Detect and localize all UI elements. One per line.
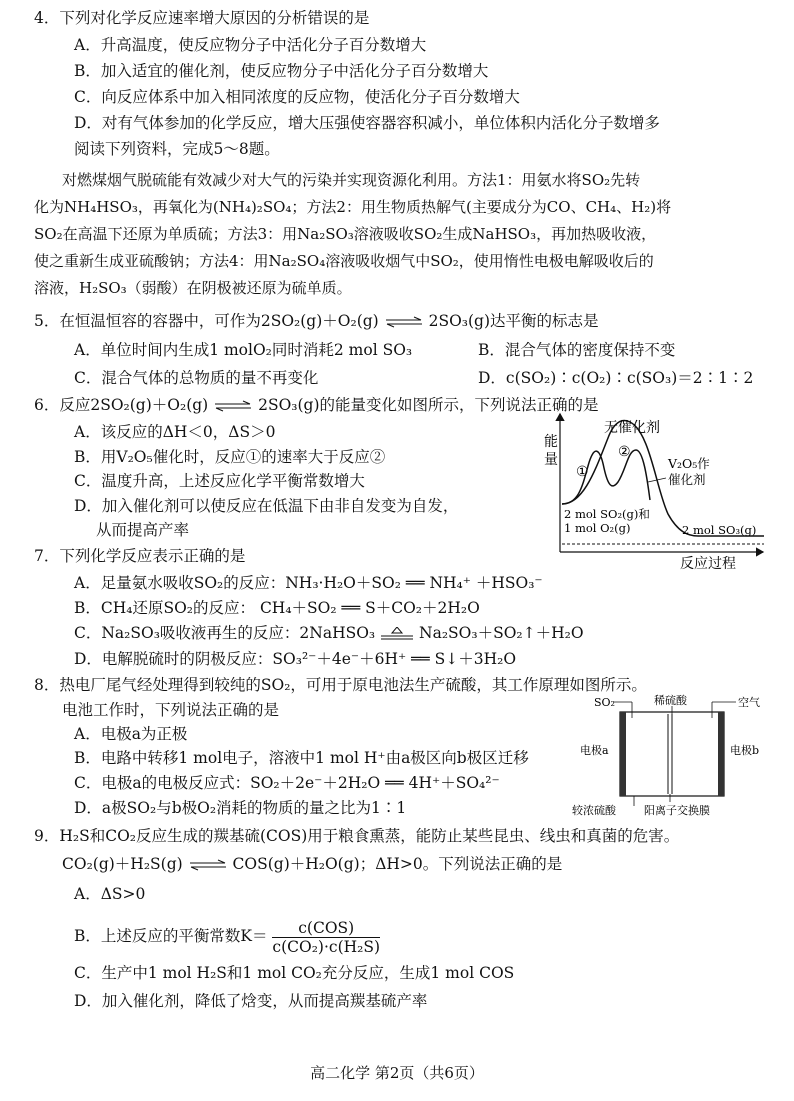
q9-option-c: C．生产中1 mol H₂S和1 mol CO₂充分反应，生成1 mol COS bbox=[74, 964, 515, 982]
reading-line-3: SO₂在高温下还原为单质硫；方法3：用Na₂SO₃溶液吸收SO₂生成NaHSO₃，再加热吸收液， bbox=[34, 225, 657, 243]
q8-stem-line-1: 8．热电厂尾气经处理得到较纯的SO₂，可用于原电池法生产硫酸，其工作原理如图所示。 bbox=[34, 676, 647, 694]
q7-option-d: D．电解脱硫时的阴极反应：SO₃²⁻＋4e⁻＋6H⁺ ══ S↓＋3H₂O bbox=[74, 650, 517, 668]
label-catalyst-1: V₂O₅作 bbox=[668, 456, 710, 471]
label-concentrated-acid: 较浓硫酸 bbox=[572, 804, 616, 817]
reading-line-4: 使之重新生成亚硫酸钠；方法4：用Na₂SO₄溶液吸收烟气中SO₂，使用惰性电极电解吸收后的 bbox=[34, 252, 654, 270]
equilibrium-arrow-icon bbox=[213, 400, 253, 412]
q4-option-d: D．对有气体参加的化学反应，增大压强使容器容积减小，单位体积内活化分子数增多 bbox=[74, 114, 660, 132]
label-air: 空气 bbox=[738, 696, 760, 709]
q6-stem-right: 2SO₃(g)的能量变化如图所示，下列说法正确的是 bbox=[258, 396, 599, 414]
label-reactants-2: 1 mol O₂(g) bbox=[564, 521, 631, 535]
q7-stem: 7．下列化学反应表示正确的是 bbox=[34, 547, 246, 565]
q4-option-a: A．升高温度，使反应物分子中活化分子百分数增大 bbox=[74, 36, 427, 54]
q9-stem-line-2 bbox=[62, 854, 562, 874]
electrode-b-plate bbox=[718, 712, 724, 796]
equilibrium-arrow-icon bbox=[188, 859, 228, 871]
reading-intro: 阅读下列资料，完成5～8题。 bbox=[74, 140, 280, 158]
q4-option-c: C．向反应体系中加入相同浓度的反应物，使活化分子百分数增大 bbox=[74, 88, 520, 106]
label-step-2: ② bbox=[618, 444, 631, 460]
q6-option-a: A．该反应的ΔH＜0，ΔS＞0 bbox=[74, 423, 276, 441]
q9-option-a: A．ΔS>0 bbox=[74, 885, 146, 903]
equilibrium-constant-fraction bbox=[272, 919, 380, 956]
q5-stem-left: 5．在恒温恒容的容器中，可作为2SO₂(g)＋O₂(g) bbox=[34, 312, 379, 330]
reading-line-2: 化为NH₄HSO₃，再氧化为(NH₄)₂SO₄；方法2：用生物质热解气(主要成分为CO、CH₄、H₂)将 bbox=[34, 198, 672, 216]
fraction-numerator: c(COS) bbox=[272, 919, 380, 938]
q9-option-d: D．加入催化剂，降低了焓变，从而提高羰基硫产率 bbox=[74, 992, 428, 1010]
fuel-cell-diagram bbox=[572, 692, 772, 818]
q8-option-b: B．电路中转移1 mol电子，溶液中1 mol H⁺由a极区向b极区迁移 bbox=[74, 749, 529, 767]
label-membrane: 阳离子交换膜 bbox=[644, 804, 710, 817]
reading-line-1: 对燃煤烟气脱硫能有效减少对大气的污染并实现资源化利用。方法1：用氨水将SO₂先转 bbox=[62, 171, 641, 189]
q7-option-a: A．足量氨水吸收SO₂的反应：NH₃·H₂O＋SO₂ ══ NH₄⁺ ＋HSO₃⁻ bbox=[74, 574, 543, 592]
energy-profile-diagram bbox=[538, 408, 770, 574]
q8-stem-line-2: 电池工作时，下列说法正确的是 bbox=[62, 701, 280, 719]
q4-option-b: B．加入适宜的催化剂，使反应物分子中活化分子百分数增大 bbox=[74, 62, 489, 80]
q6-option-c: C．温度升高，上述反应化学平衡常数增大 bbox=[74, 472, 365, 490]
page-footer: 高二化学 第2页（共6页） bbox=[310, 1064, 484, 1082]
x-label: 反应过程 bbox=[680, 556, 736, 572]
q7-option-c-left: C．Na₂SO₃吸收液再生的反应：2NaHSO₃ bbox=[74, 624, 376, 642]
q4-stem: 4．下列对化学反应速率增大原因的分析错误的是 bbox=[34, 9, 370, 27]
label-dilute-acid: 稀硫酸 bbox=[654, 694, 687, 707]
q5-stem-right: 2SO₃(g)达平衡的标志是 bbox=[428, 312, 599, 330]
q7-option-b: B．CH₄还原SO₂的反应： CH₄＋SO₂ ══ S＋CO₂＋2H₂O bbox=[74, 599, 480, 617]
q6-stem-left: 6．反应2SO₂(g)＋O₂(g) bbox=[34, 396, 209, 414]
label-reactants-1: 2 mol SO₂(g)和 bbox=[564, 507, 650, 521]
q6-option-d: D．加入催化剂可以使反应在低温下由非自发变为自发， bbox=[74, 497, 459, 515]
label-so2: SO₂ bbox=[594, 696, 615, 709]
y-label-2: 量 bbox=[544, 452, 558, 468]
heating-equals-icon bbox=[380, 627, 414, 641]
q6-stem bbox=[34, 395, 599, 415]
reading-line-5: 溶液，H₂SO₃（弱酸）在阴极被还原为硫单质。 bbox=[34, 279, 352, 297]
q8-option-a: A．电极a为正极 bbox=[74, 725, 188, 743]
q9-stem-line-1: 9．H₂S和CO₂反应生成的羰基硫(COS)用于粮食熏蒸，能防止某些昆虫、线虫和真菌的危害。 bbox=[34, 827, 680, 845]
q8-option-c: C．电极a的电极反应式：SO₂＋2e⁻＋2H₂O ══ 4H⁺＋SO₄²⁻ bbox=[74, 774, 500, 792]
q9-stem-right: COS(g)＋H₂O(g)；ΔH>0。下列说法正确的是 bbox=[232, 855, 563, 873]
q9-option-b bbox=[74, 917, 380, 956]
q9-option-b-prefix: B．上述反应的平衡常数K＝ bbox=[74, 927, 268, 945]
q7-option-c-right: Na₂SO₃＋SO₂↑＋H₂O bbox=[419, 624, 584, 642]
q6-option-d-continued: 从而提高产率 bbox=[96, 521, 190, 539]
label-no-catalyst: 无催化剂 bbox=[604, 420, 660, 436]
label-products: 2 mol SO₃(g) bbox=[682, 523, 757, 537]
q7-option-c bbox=[74, 623, 584, 643]
electrode-a-plate bbox=[620, 712, 626, 796]
fraction-denominator: c(CO₂)·c(H₂S) bbox=[272, 937, 381, 956]
q5-option-c: C．混合气体的总物质的量不再变化 bbox=[74, 369, 319, 387]
q6-option-b: B．用V₂O₅催化时，反应①的速率大于反应② bbox=[74, 448, 386, 466]
q5-option-d: D．c(SO₂)∶c(O₂)∶c(SO₃)＝2∶1∶2 bbox=[478, 369, 754, 387]
y-label-1: 能 bbox=[544, 434, 558, 450]
label-electrode-b: 电极b bbox=[730, 744, 760, 757]
label-step-1: ① bbox=[576, 464, 589, 480]
q8-option-d: D．a极SO₂与b极O₂消耗的物质的量之比为1∶1 bbox=[74, 799, 407, 817]
label-catalyst-2: 催化剂 bbox=[668, 472, 706, 487]
q5-option-b: B．混合气体的密度保持不变 bbox=[478, 341, 676, 359]
q5-option-a: A．单位时间内生成1 molO₂同时消耗2 mol SO₃ bbox=[74, 341, 413, 359]
q5-stem bbox=[34, 311, 599, 331]
label-electrode-a: 电极a bbox=[580, 744, 609, 757]
q9-stem-left: CO₂(g)＋H₂S(g) bbox=[62, 855, 183, 873]
equilibrium-arrow-icon bbox=[384, 316, 424, 328]
